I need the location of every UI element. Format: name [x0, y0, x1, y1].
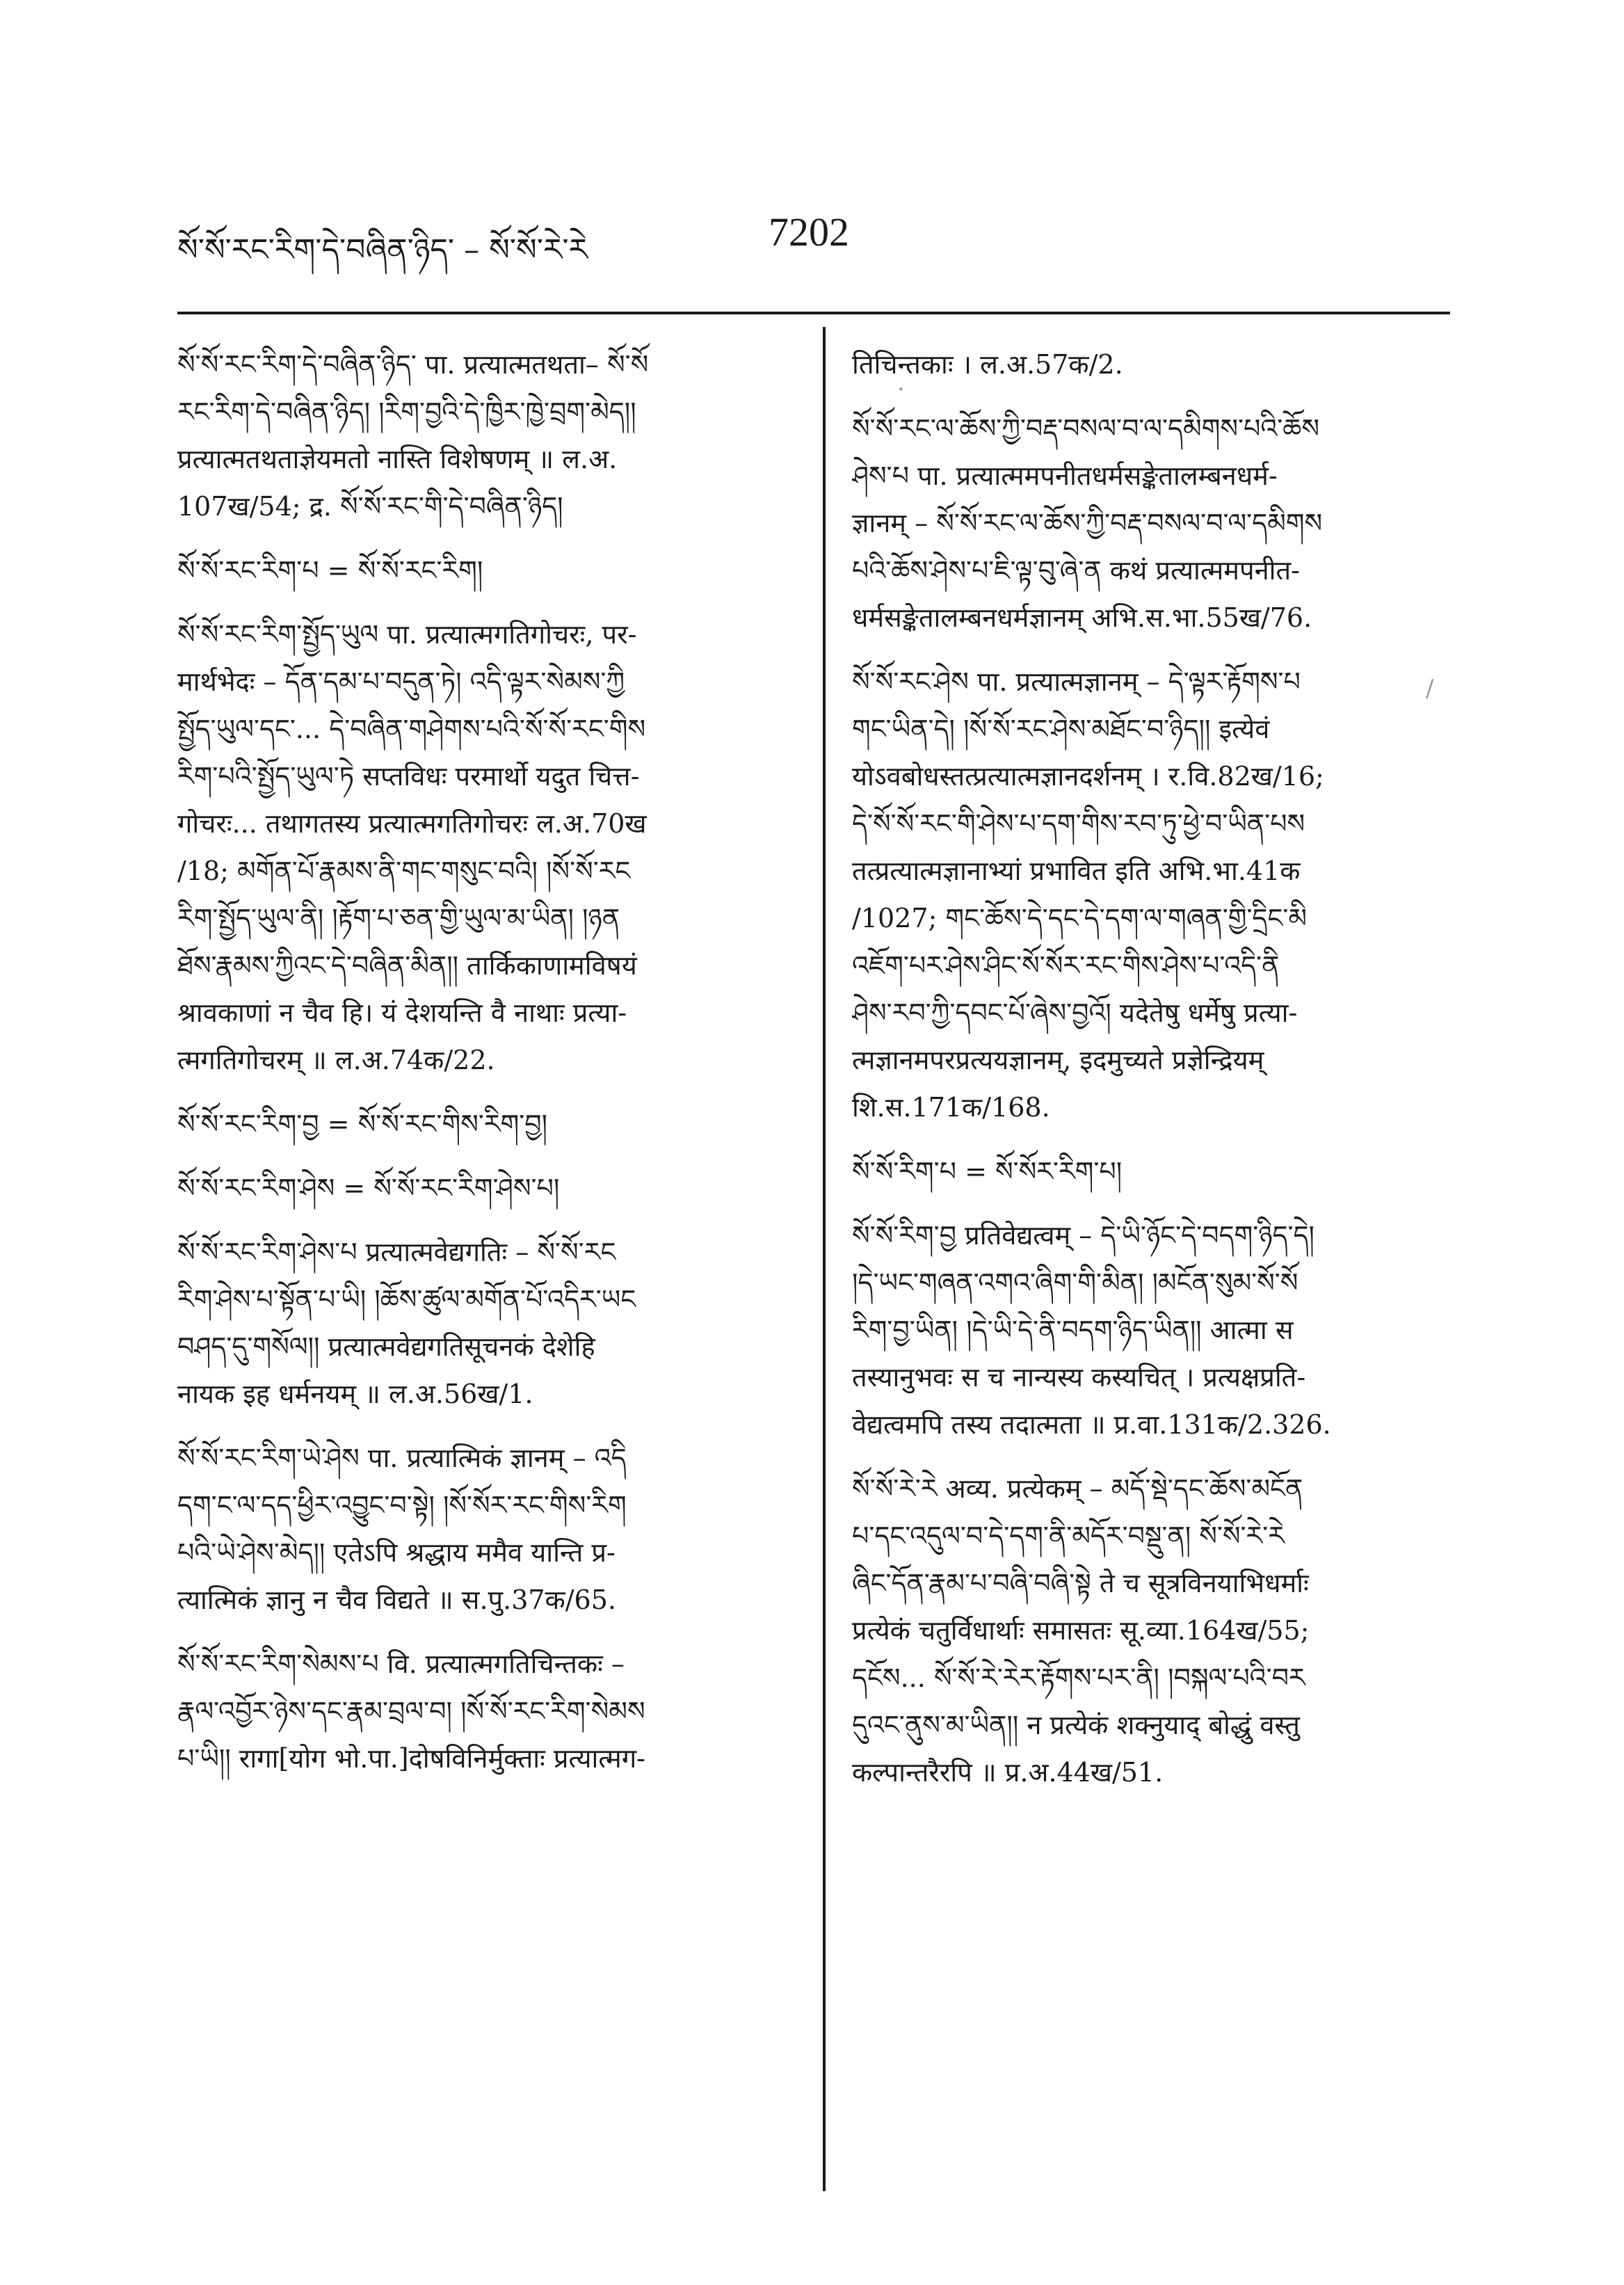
header-rule [177, 312, 1450, 314]
dictionary-entry [852, 658, 1457, 1131]
entry-line: སྤྱོད་ཡུལ་དང་... དེ་བཞིན་གཤེགས་པའི་སོ་སོ་རང་གིས [177, 714, 646, 744]
entry-line: སོ་སོ་རང་ཤེས पा. प्रत्यात्मज्ञानम् – དེ་ལྟར་རྟོགས་པ [852, 666, 1301, 697]
entry-line: དེ་སོ་སོ་རང་གི་ཤེས་པ་དག་གིས་རབ་ཏུ་ཕྱེ་བ་ཡིན་པས [852, 808, 1305, 839]
entry-line: སོ་སོ་རང་རིག་ཤེས་པ प्रत्यात्मवेद्यगतिः – སོ་སོ་རང [177, 1237, 616, 1267]
entry-line: योऽवबोधस्तत्प्रत्यात्मज्ञानदर्शनम् । र.वि.82ख/16; [852, 761, 1324, 792]
entry-line: तिचिन्तकाः । ल.अ.57क/2. [852, 349, 1123, 380]
entry-line: ज्ञानम् – སོ་སོ་རང་ལ་ཆོས་ཀྱི་བརྡ་བསལ་བ་ལ་དམིགས [852, 508, 1323, 538]
entry-line: །དེ་ཡང་གཞན་འགའ་ཞིག་གི་མིན། །མངོན་སུམ་སོ་སོ [852, 1267, 1299, 1298]
dictionary-entry [177, 341, 782, 530]
entry-line: བཤད་དུ་གསོལ།། प्रत्यात्मवेद्यगतिसूचनकं देशेहि [177, 1331, 595, 1362]
column-divider [823, 327, 826, 2191]
entry-line: སོ་སོ་རང་རིག་སྤྱོད་ཡུལ पा. प्रत्यात्मगतिगोचरः, पर- [177, 619, 637, 650]
entry-line: སོ་སོ་རང་རིག་བྱ = སོ་སོ་རང་གིས་རིག་བྱ། [177, 1109, 548, 1139]
entry-line: त्मज्ञानमपरप्रत्ययज्ञानम्, इदमुच्यते प्रज्ञेन्द्रियम् [852, 1045, 1264, 1075]
entry-line: प्रत्येकं चतुर्विधार्थाः समासतः सू.व्या.164ख/55; [852, 1615, 1310, 1646]
entry-line: ཐོས་རྣམས་ཀྱིའང་དེ་བཞིན་མིན།། तार्किकाणामविषयं [177, 950, 637, 981]
entry-line: /1027; གང་ཆོས་དེ་དང་དེ་དག་ལ་གཞན་གྱི་དྲིང་མི [852, 903, 1308, 933]
page-header [177, 209, 1450, 268]
entry-line: སོ་སོ་རང་རིག་པ = སོ་སོ་རང་རིག། [177, 555, 483, 586]
entry-line: སོ་སོ་རེ་རེ अव्य. प्रत्येकम् – མདོ་སྡེ་དང་ཆོས་མངོན [852, 1473, 1303, 1504]
entry-line: སོ་སོ་རང་རིག་དེ་བཞིན་ཉིད་ पा. प्रत्यात्मतथता– སོ་སོ [177, 349, 649, 380]
entry-line: རིག་པའི་སྤྱོད་ཡུལ་ཏེ सप्तविधः परमार्थो यदुत चित्त- [177, 761, 640, 792]
entry-line: དག་ང་ལ་དད་ཕྱིར་འབྱུང་བ་སྟེ། །སོ་སོར་རང་གིས་རིག [177, 1490, 627, 1521]
entry-line: मार्थभेदः – དོན་དམ་པ་བདུན་ཏེ། འདི་ལྟར་སེམས་ཀྱི [177, 666, 625, 697]
entry-line: कल्पान्तरैरपि ॥ प्र.अ.44ख/51. [852, 1757, 1164, 1788]
entry-line: त्यात्मिकं ज्ञानु न चैव विद्यते ॥ स.पु.37क/65. [177, 1585, 616, 1615]
entry-line: गोचरः... तथागतस्य प्रत्यात्मगतिगोचरः ल.अ.70ख [177, 808, 647, 839]
entry-line: ཤེས་རབ་ཀྱི་དབང་པོ་ཞེས་བྱའོ། यदेतेषु धर्मेषु प्रत्या- [852, 997, 1298, 1028]
entry-line: धर्मसङ्केतालम्बनधर्मज्ञानम् अभि.स.भा.55ख/76. [852, 602, 1312, 633]
dictionary-entry [177, 1434, 782, 1623]
entry-line: གང་ཡིན་དེ། །སོ་སོ་རང་ཤེས་མཐོང་བ་ཉིད།། इत्येवं [852, 714, 1270, 744]
dictionary-entry [852, 341, 1457, 388]
entry-line: དུའང་ནུས་མ་ཡིན།། न प्रत्येकं शक्नुयाद् बोद्धुं वस्तु [852, 1710, 1300, 1740]
entry-line: /18; མགོན་པོ་རྣམས་ནི་གང་གསུང་བའི། །སོ་སོ་རང [177, 856, 631, 886]
entry-line: རིག་ཤེས་པ་སྟོན་པ་ཡི། །ཆོས་ཚུལ་མགོན་པོ་འདིར་ཡང [177, 1284, 636, 1315]
entry-line: ཤེས་པ पा. प्रत्यात्ममपनीतधर्मसङ्केतालम्बनधर्म- [852, 460, 1278, 491]
entry-line: श्रावकाणां न चैव हि। यं देशयन्ति वै नाथाः प्रत्या- [177, 997, 627, 1028]
entry-line: རིག་བྱ་ཡིན། །དེ་ཡི་དེ་ནི་བདག་ཉིད་ཡིན།། आत्मा स [852, 1315, 1294, 1345]
entry-line: སོ་སོ་རིག་བྱ प्रतिवेद्यत्वम् – དེ་ཡི་ཉོང་དེ་བདག་ཉིད་དེ། [852, 1220, 1315, 1251]
entry-line: སོ་སོ་རང་རིག་སེམས་པ वि. प्रत्यात्मगतिचिन्तकः – [177, 1649, 625, 1679]
running-head: སོ་སོ་རང་རིག་དེ་བཞིན་ཉིད་ – སོ་སོ་རེ་རེ [177, 232, 588, 268]
dictionary-entry [177, 611, 782, 1084]
dictionary-entry [177, 1100, 782, 1148]
dictionary-entry [177, 1228, 782, 1418]
right-column [852, 341, 1457, 1813]
entry-line: དངོས... སོ་སོ་རེ་རེར་རྟོགས་པར་ནི། །བསྐལ་པའི་བར [852, 1662, 1305, 1693]
entry-line: སོ་སོ་རང་རིག་ཡེ་ཤེས पा. प्रत्यात्मिकं ज्ञानम् – འདི [177, 1443, 627, 1473]
entry-line: རྣལ་འབྱོར་ཉེས་དང་རྣམ་བྲལ་བ། །སོ་སོ་རང་རིག་སེམས [177, 1696, 645, 1726]
entry-line: तत्प्रत्यात्मज्ञानाभ्यां प्रभावित इति अभि.भा.41क [852, 856, 1301, 886]
stray-mark: / [1426, 675, 1434, 703]
entry-line: ཞིང་དོན་རྣམ་པ་བཞི་བཞི་སྟེ ते च सूत्रविनयाभिधर्माः [852, 1568, 1309, 1598]
dictionary-entry [177, 1640, 782, 1782]
entry-line: རིག་སྤྱོད་ཡུལ་ནི། །རྟོག་པ་ཅན་གྱི་ཡུལ་མ་ཡིན། །ཉན [177, 903, 620, 933]
entry-line: སོ་སོ་རང་རིག་ཤེས = སོ་སོ་རང་རིག་ཤེས་པ། [177, 1173, 560, 1203]
entry-line: པ་དང་འདུལ་བ་དེ་དག་ནི་མདོར་བསྡུ་ན། སོ་སོ་རེ་རེ [852, 1521, 1285, 1551]
dictionary-entry [852, 1148, 1457, 1195]
entry-line: པ་ཡི།། रागा[योग भो.पा.]दोषविनिर्मुक्ताः प्रत्यात्मग- [177, 1743, 646, 1774]
dictionary-entry [177, 1164, 782, 1212]
dictionary-entry [852, 405, 1457, 641]
entry-line: པའི་ཡེ་ཤེས་མེད།། एतेऽपि श्रद्धाय ममैव यान्ति प्र- [177, 1537, 616, 1568]
entry-line: འཇོག་པར་ཤེས་ཤིང་སོ་སོར་རང་གིས་ཤེས་པ་འདི་ནི [852, 950, 1280, 981]
entry-line: སོ་སོ་རང་ལ་ཆོས་ཀྱི་བརྡ་བསལ་བ་ལ་དམིགས་པའི་ཆོས [852, 413, 1319, 444]
entry-line: शि.स.171क/168. [852, 1092, 1050, 1123]
dictionary-entry [177, 547, 782, 594]
entry-line: སོ་སོ་རིག་པ = སོ་སོར་རིག་པ། [852, 1156, 1123, 1187]
entry-line: तस्यानुभवः स च नान्यस्य कस्यचित् । प्रत्यक्षप्रति- [852, 1362, 1306, 1393]
entry-line: वेद्यत्वमपि तस्य तदात्मता ॥ प्र.वा.131क/2.326. [852, 1409, 1331, 1440]
left-column [177, 341, 782, 1799]
dictionary-entry [852, 1465, 1457, 1796]
dictionary-entry [852, 1212, 1457, 1448]
page-number: 7202 [769, 209, 849, 255]
entry-line: རང་རིག་དེ་བཞིན་ཉིད། །རིག་བྱའི་དེ་ཁྱིར་ཁྱེ་བྲག་མེད།། [177, 396, 636, 427]
stray-mark: · [897, 376, 905, 403]
entry-line: नायक इह धर्मनयम् ॥ ल.अ.56ख/1. [177, 1379, 533, 1409]
entry-line: པའི་ཆོས་ཤེས་པ་ཇི་ལྟ་བུ་ཞེ་ན कथं प्रत्यात्ममपनीत- [852, 555, 1301, 586]
entry-line: त्मगतिगोचरम् ॥ ल.अ.74क/22. [177, 1045, 495, 1075]
entry-line: 107ख/54; द्र. སོ་སོ་རང་གི་དེ་བཞིན་ཉིད། [177, 491, 563, 522]
entry-line: प्रत्यात्मतथताज्ञेयमतो नास्ति विशेषणम् ॥ ल.अ. [177, 444, 618, 474]
